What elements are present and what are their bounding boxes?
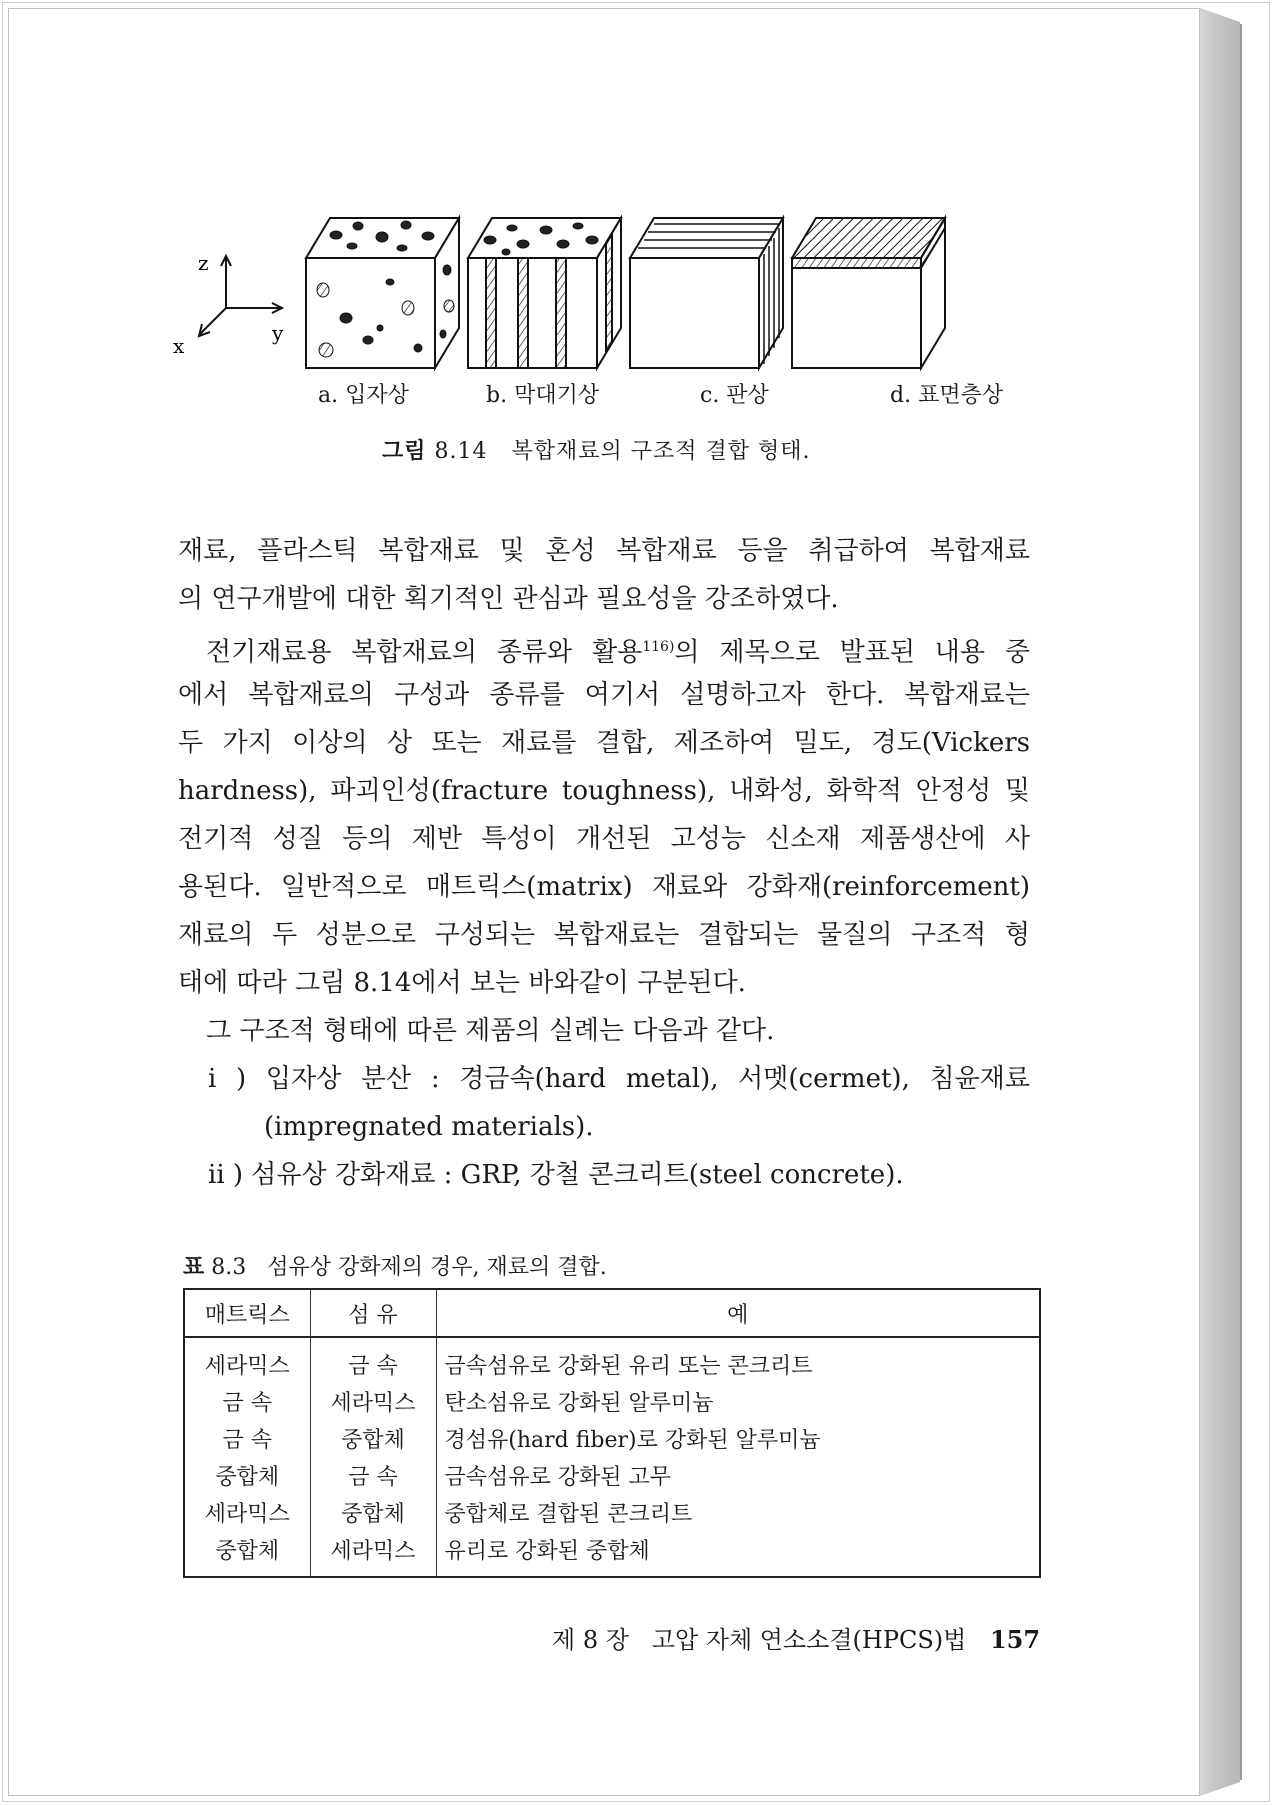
header-example: 예 (436, 1289, 1040, 1337)
text-line: 전기재료용 복합재료의 종류와 활용$^{116)}$의 제목으로 발표된 내용 중 (206, 637, 1030, 668)
text-line: 의 연구개발에 대한 획기적인 관심과 필요성을 강조하였다. (178, 584, 839, 614)
table-row (184, 1420, 1040, 1457)
label-rod: b. 막대기상 (486, 383, 600, 408)
cell-example: 경섬유(hard fiber)로 강화된 알루미늄 (436, 1420, 1040, 1457)
table-row (184, 1383, 1040, 1420)
cell-matrix: 세라믹스 (184, 1337, 310, 1383)
table-title (183, 1250, 607, 1281)
header-fiber: 섬 유 (310, 1289, 436, 1337)
footer-title: 고압 자체 연소소결(HPCS)법 (651, 1626, 967, 1654)
cell-example: 금속섬유로 강화된 유리 또는 콘크리트 (436, 1337, 1040, 1383)
list-item-2: ii ) 섬유상 강화재료 : GRP, 강철 콘크리트(steel concrete). (208, 1160, 904, 1190)
axis-y-label: y (272, 321, 284, 345)
table-title-text: 섬유상 강화제의 경우, 재료의 결합. (267, 1255, 607, 1280)
cube-plate (630, 218, 783, 368)
cell-matrix: 금 속 (184, 1383, 310, 1420)
table-title-number: 8.3 (211, 1255, 247, 1280)
list-item-1: i ) 입자상 분산 : 경금속(hard metal), 서멧(cermet), 침윤재료 (208, 1064, 1030, 1094)
cell-example: 유리로 강화된 중합체 (436, 1531, 1040, 1577)
footer-chapter: 제 8 장 (552, 1626, 629, 1654)
label-particle: a. 입자상 (318, 383, 409, 408)
cell-fiber: 중합체 (310, 1420, 436, 1457)
text-line: 태에 따라 그림 8.14에서 보는 바와같이 구분된다. (178, 968, 746, 998)
text-line: 두 가지 이상의 상 또는 재료를 결합, 제조하여 밀도, 경도(Vickers (178, 728, 1030, 758)
table-header-row (184, 1289, 1040, 1337)
figure-8-14 (168, 210, 1048, 430)
text-line: 그 구조적 형태에 따른 제품의 실례는 다음과 같다. (206, 1016, 775, 1046)
cube-rod (468, 218, 621, 368)
body-text (178, 527, 1030, 1199)
label-surface-layer: d. 표면층상 (890, 383, 1004, 408)
cell-fiber: 금 속 (310, 1457, 436, 1494)
structure-diagram (168, 210, 1048, 375)
text-line: 용된다. 일반적으로 매트릭스(matrix) 재료와 강화재(reinforcement) (178, 872, 1030, 902)
axis-z-label: z (198, 251, 209, 275)
cell-fiber: 세라믹스 (310, 1531, 436, 1577)
table-row (184, 1337, 1040, 1383)
cell-fiber: 금 속 (310, 1337, 436, 1383)
text-line: 재료의 두 성분으로 구성되는 복합재료는 결합되는 물질의 구조적 형 (178, 920, 1030, 950)
cell-matrix: 중합체 (184, 1457, 310, 1494)
list-item-1-cont: (impregnated materials). (264, 1112, 594, 1142)
table-row (184, 1531, 1040, 1577)
table-row (184, 1494, 1040, 1531)
cell-example: 중합체로 결합된 콘크리트 (436, 1494, 1040, 1531)
cell-fiber: 중합체 (310, 1494, 436, 1531)
cube-surface-layer (792, 218, 945, 368)
page-edge-line (1240, 24, 1242, 1780)
page-number: 157 (989, 1625, 1041, 1654)
text-line: 전기적 성질 등의 제반 특성이 개선된 고성능 신소재 제품생산에 사 (178, 824, 1030, 854)
table-title-prefix: 표 (183, 1254, 205, 1280)
reference-superscript: 116) (642, 639, 675, 655)
label-plate: c. 판상 (700, 383, 769, 408)
cell-matrix: 세라믹스 (184, 1494, 310, 1531)
cell-example: 탄소섬유로 강화된 알루미늄 (436, 1383, 1040, 1420)
axis-x-label: x (173, 334, 185, 358)
cell-matrix: 중합체 (184, 1531, 310, 1577)
table-row (184, 1457, 1040, 1494)
cell-example: 금속섬유로 강화된 고무 (436, 1457, 1040, 1494)
page-footer (552, 1620, 1040, 1655)
figure-caption (382, 434, 810, 465)
text-line: hardness), 파괴인성(fracture toughness), 내화성, 화학적 안정성 및 (178, 776, 1030, 806)
cell-fiber: 세라믹스 (310, 1383, 436, 1420)
cube-particle (306, 218, 459, 368)
cell-matrix: 금 속 (184, 1420, 310, 1457)
axis-icon (199, 256, 282, 336)
caption-text: 복합재료의 구조적 결합 형태. (511, 439, 811, 464)
caption-number: 8.14 (434, 439, 488, 464)
header-matrix: 매트릭스 (184, 1289, 310, 1337)
text-line: 재료, 플라스틱 복합재료 및 혼성 복합재료 등을 취급하여 복합재료 (178, 536, 1030, 566)
text-line: 에서 복합재료의 구성과 종류를 여기서 설명하고자 한다. 복합재료는 (178, 680, 1030, 710)
caption-prefix: 그림 (382, 438, 427, 464)
table-8-3 (183, 1288, 1041, 1578)
page-edge (1200, 8, 1240, 1796)
